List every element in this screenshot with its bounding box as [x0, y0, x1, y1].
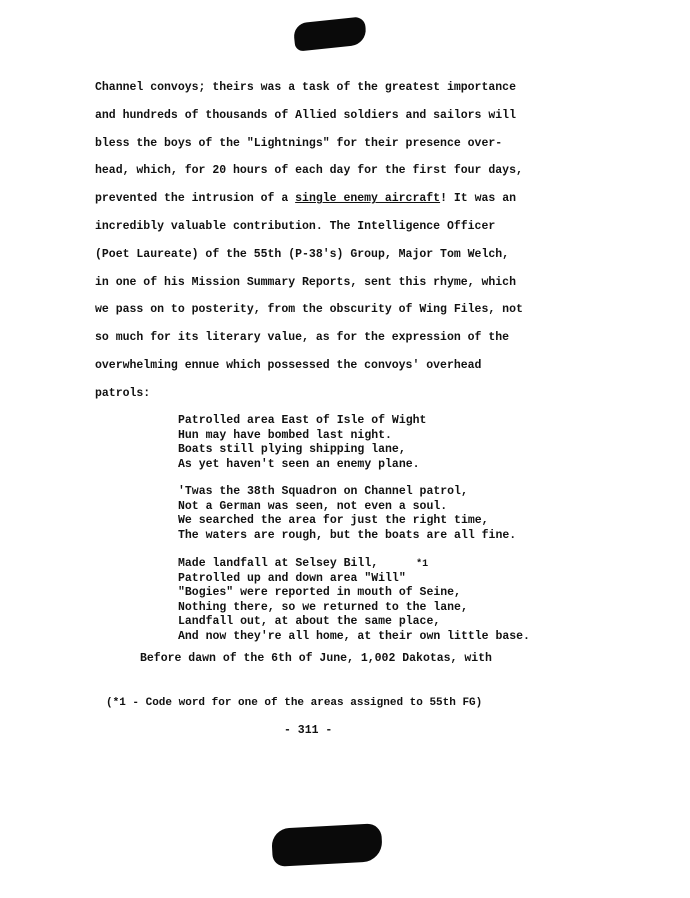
redaction-mark-top	[293, 16, 368, 51]
poem-line: The waters are rough, but the boats are all fine.	[178, 528, 517, 542]
paragraph-line: Channel convoys; theirs was a task of the greatest importance	[95, 81, 516, 94]
poem-stanza-2	[178, 485, 578, 543]
poem-line: "Bogies" were reported in mouth of Seine,	[178, 586, 461, 600]
paragraph-text: ! It was an	[440, 192, 516, 206]
footnote: (*1 - Code word for one of the areas assigned to 55th FG)	[106, 697, 483, 709]
closing-paragraph-line: Before dawn of the 6th of June, 1,002 Dakotas, with	[140, 652, 492, 665]
poem-line: Nothing there, so we returned to the lane,	[178, 600, 468, 614]
poem-line: 'Twas the 38th Squadron on Channel patrol,	[178, 485, 468, 498]
poem-line: We searched the area for just the right time,	[178, 514, 489, 528]
poem-stanza-3	[178, 557, 578, 645]
paragraph-line: in one of his Mission Summary Reports, sent this rhyme, which	[95, 275, 516, 289]
page-number: - 311 -	[284, 724, 333, 737]
paragraph-line: so much for its literary value, as for the expression of the	[95, 331, 510, 345]
body-paragraph	[95, 78, 555, 412]
paragraph-line: we pass on to posterity, from the obscurity of Wing Files, not	[95, 303, 523, 317]
poem-line: Not a German was seen, not even a soul.	[178, 499, 448, 513]
paragraph-line: patrols:	[95, 386, 151, 400]
underlined-phrase: single enemy aircraft	[295, 192, 441, 206]
poem-stanza-1	[178, 414, 578, 472]
paragraph-line: and hundreds of thousands of Allied soldiers and sailors will	[95, 108, 516, 122]
paragraph-line: incredibly valuable contribution. The Intelligence Officer	[95, 219, 496, 233]
poem-line: Landfall out, at about the same place,	[178, 615, 441, 629]
poem-line: Patrolled up and down area "Will"	[178, 571, 406, 585]
poem-line	[178, 557, 578, 572]
poem-text: Made landfall at Selsey Bill,	[178, 557, 379, 570]
paragraph-line	[95, 189, 555, 217]
paragraph-line: head, which, for 20 hours of each day for the first four days,	[95, 164, 523, 178]
redaction-mark-bottom	[271, 823, 383, 867]
paragraph-line: (Poet Laureate) of the 55th (P-38's) Group, Major Tom Welch,	[95, 247, 510, 261]
paragraph-text: prevented the intrusion of a	[95, 192, 296, 206]
footnote-marker: *1	[416, 559, 429, 570]
poem-line: As yet haven't seen an enemy plane.	[178, 457, 420, 471]
poem-line: And now they're all home, at their own little base.	[178, 629, 530, 643]
paragraph-line: overwhelming ennue which possessed the convoys' overhead	[95, 358, 482, 372]
poem-line: Boats still plying shipping lane,	[178, 443, 406, 457]
paragraph-line: bless the boys of the "Lightnings" for their presence over-	[95, 136, 503, 150]
poem-line: Hun may have bombed last night.	[178, 428, 392, 442]
poem-line: Patrolled area East of Isle of Wight	[178, 414, 427, 427]
